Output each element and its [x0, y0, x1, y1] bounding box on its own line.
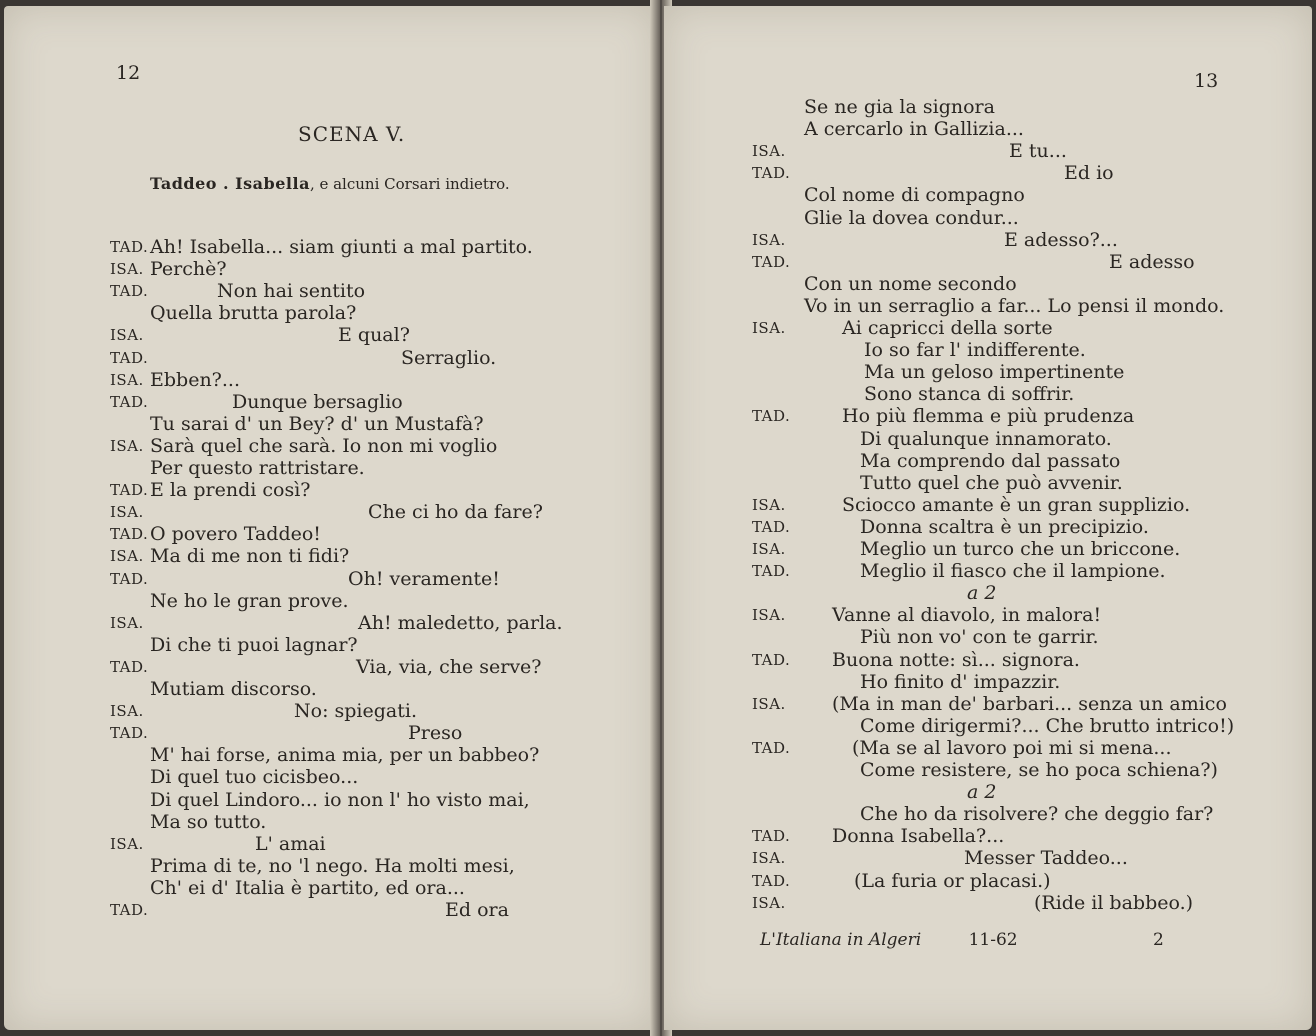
right-dialogue-line: E adesso: [1109, 250, 1195, 273]
left-dialogue-line: Perchè?: [150, 258, 227, 281]
left-dialogue-line: Ne ho le gran prove.: [150, 589, 349, 612]
left-dialogue-speaker: TAD.: [110, 569, 149, 588]
left-dialogue-speaker: ISA.: [110, 702, 144, 721]
right-dialogue-line: (Ma in man de' barbari... senza un amico: [832, 692, 1227, 715]
right-dialogue-line: A cercarlo in Gallizia...: [804, 118, 1024, 141]
right-dialogue-line: Come dirigermi?... Che brutto intrico!): [860, 714, 1235, 737]
footer-title: L'Italiana in Algeri: [760, 930, 922, 950]
left-dialogue-line: Prima di te, no 'l nego. Ha molti mesi,: [150, 854, 515, 877]
cast-list: [150, 174, 510, 193]
right-dialogue-line: Meglio un turco che un briccone.: [860, 538, 1181, 560]
right-dialogue-line: Col nome di compagno: [804, 184, 1025, 207]
right-dialogue-speaker: TAD.: [752, 827, 791, 846]
cast-extra: , e alcuni Corsari indietro.: [309, 175, 510, 193]
left-dialogue-line: Non hai sentito: [217, 280, 366, 303]
left-dialogue-line: M' hai forse, anima mia, per un babbeo?: [150, 744, 540, 767]
right-dialogue-line: Con un nome secondo: [804, 272, 1017, 295]
left-dialogue-speaker: ISA.: [110, 834, 144, 853]
left-dialogue-line: No: spiegati.: [294, 700, 417, 723]
right-dialogue-line: Buona notte: sì... signora.: [832, 648, 1080, 671]
right-dialogue-line: Tutto quel che può avvenir.: [860, 471, 1123, 494]
left-dialogue-line: Quella brutta parola?: [150, 302, 357, 325]
right-dialogue-line: (Ride il babbeo.): [1034, 891, 1194, 914]
left-dialogue-speaker: ISA.: [110, 547, 144, 566]
left-dialogue-speaker: ISA.: [110, 326, 144, 345]
left-dialogue-speaker: TAD.: [110, 238, 149, 256]
left-dialogue-line: E qual?: [338, 324, 410, 347]
page-number-left: 12: [116, 62, 141, 84]
left-dialogue-speaker: TAD.: [110, 657, 149, 676]
left-dialogue-line: Serraglio.: [401, 346, 497, 369]
right-dialogue-line: Ai capricci della sorte: [842, 317, 1053, 339]
right-dialogue-line: Vanne al diavolo, in malora!: [832, 604, 1102, 627]
right-dialogue-line: Ma un geloso impertinente: [864, 361, 1125, 384]
right-dialogue-line: Più non vo' con te garrir.: [860, 626, 1099, 649]
left-dialogue-line: Sarà quel che sarà. Io non mi voglio: [150, 434, 498, 457]
right-dialogue-line: Ed io: [1064, 162, 1114, 185]
right-dialogue-line: Sono stanca di soffrir.: [864, 383, 1075, 406]
right-dialogue-line: Ho finito d' impazzir.: [860, 670, 1061, 693]
left-dialogue-line: O povero Taddeo!: [150, 523, 321, 546]
right-dialogue-speaker: ISA.: [752, 849, 786, 868]
left-dialogue-line: Che ci ho da fare?: [368, 501, 543, 524]
footer-code: 11-62: [968, 930, 1018, 950]
right-dialogue-speaker: TAD.: [752, 407, 791, 426]
right-dialogue-line: Io so far l' indifferente.: [864, 339, 1086, 362]
left-dialogue-line: Ebben?...: [150, 368, 240, 391]
left-dialogue-line: Ed ora: [445, 899, 509, 921]
right-dialogue-speaker: TAD.: [752, 871, 791, 890]
right-dialogue-speaker: TAD.: [752, 164, 791, 183]
left-dialogue-line: Via, via, che serve?: [356, 655, 542, 678]
left-dialogue-line: Ma di me non ti fidi?: [150, 545, 350, 568]
left-dialogue-line: Ah! maledetto, parla.: [358, 611, 563, 634]
right-dialogue-speaker: ISA.: [752, 893, 786, 912]
left-dialogue-speaker: TAD.: [110, 348, 149, 367]
right-dialogue-line: Vo in un serraglio a far... Lo pensi il mondo.: [804, 294, 1225, 317]
right-dialogue-line: E adesso?...: [1004, 228, 1118, 251]
right-dialogue-line: Glie la dovea condur...: [804, 206, 1019, 229]
left-dialogue-speaker: ISA.: [110, 613, 144, 632]
footer: [760, 930, 1164, 950]
left-page: [4, 6, 656, 1030]
right-dialogue-line: Come resistere, se ho poca schiena?): [860, 759, 1218, 781]
left-dialogue-line: Ch' ei d' Italia è partito, ed ora...: [150, 876, 465, 899]
left-dialogue-speaker: ISA.: [110, 260, 144, 279]
left-dialogue-speaker: TAD.: [110, 724, 149, 743]
right-dialogue-speaker: TAD.: [752, 562, 791, 581]
right-dialogue-speaker: ISA.: [752, 495, 786, 514]
left-dialogue-line: Ma so tutto.: [150, 810, 267, 833]
right-dialogue-line: Messer Taddeo...: [964, 847, 1128, 870]
right-dialogue-speaker: TAD.: [752, 517, 791, 536]
right-dialogue-line: Donna scaltra è un precipizio.: [860, 515, 1149, 538]
left-dialogue-line: Per questo rattristare.: [150, 457, 365, 479]
right-dialogue-line: E tu...: [1009, 140, 1067, 163]
left-dialogue-speaker: TAD.: [110, 525, 149, 544]
right-dialogue-speaker: ISA.: [752, 540, 786, 558]
left-dialogue-line: Di che ti puoi lagnar?: [150, 633, 358, 656]
right-dialogue-line: Meglio il fiasco che il lampione.: [860, 560, 1166, 583]
left-dialogue-line: L' amai: [255, 832, 326, 855]
right-dialogue-speaker: ISA.: [752, 142, 786, 161]
right-dialogue-line: Di qualunque innamorato.: [860, 427, 1112, 450]
right-dialogue-speaker: TAD.: [752, 650, 791, 669]
left-dialogue-line: E la prendi così?: [150, 479, 311, 502]
right-dialogue-line: Ma comprendo dal passato: [860, 449, 1121, 472]
left-dialogue-speaker: ISA.: [110, 503, 144, 522]
right-dialogue-line: a 2: [967, 781, 997, 804]
left-dialogue-speaker: ISA.: [110, 436, 144, 455]
left-dialogue-speaker: TAD.: [110, 282, 149, 301]
right-dialogue-line: Che ho da risolvere? che deggio far?: [860, 803, 1214, 826]
right-dialogue-line: a 2: [967, 582, 997, 605]
right-dialogue-line: Sciocco amante è un gran supplizio.: [842, 493, 1191, 516]
left-dialogue-line: Ah! Isabella... siam giunti a mal partito.: [150, 236, 533, 258]
right-dialogue-speaker: TAD.: [752, 252, 791, 271]
right-page: [664, 6, 1312, 1030]
right-dialogue-line: Ho più flemma e più prudenza: [842, 405, 1135, 428]
scene-title: SCENA V.: [298, 122, 406, 146]
left-dialogue-speaker: TAD.: [110, 392, 149, 411]
right-dialogue-speaker: ISA.: [752, 319, 786, 337]
right-dialogue-line: Se ne gia la signora: [804, 96, 995, 118]
footer-signature: 2: [1152, 930, 1164, 950]
cast-names: Taddeo . Isabella: [150, 174, 310, 193]
right-dialogue-line: (La furia or placasi.): [854, 869, 1051, 892]
left-dialogue-line: Di quel Lindoro... io non l' ho visto mai,: [150, 788, 530, 811]
left-dialogue-line: Tu sarai d' un Bey? d' un Mustafà?: [150, 412, 484, 435]
left-dialogue-line: Di quel tuo cicisbeo...: [150, 766, 359, 789]
left-dialogue-line: Preso: [408, 722, 463, 745]
left-dialogue-speaker: TAD.: [110, 481, 149, 500]
right-dialogue-speaker: ISA.: [752, 694, 786, 713]
left-dialogue-line: Dunque bersaglio: [232, 390, 403, 413]
left-dialogue-speaker: TAD.: [110, 901, 149, 919]
right-dialogue-line: (Ma se al lavoro poi mi si mena...: [852, 736, 1172, 759]
right-dialogue-speaker: TAD.: [752, 738, 791, 757]
page-number-right: 13: [1194, 70, 1219, 92]
right-dialogue-speaker: ISA.: [752, 606, 786, 625]
right-dialogue-speaker: ISA.: [752, 230, 786, 249]
left-dialogue-line: Mutiam discorso.: [150, 678, 317, 700]
left-dialogue-speaker: ISA.: [110, 370, 144, 389]
right-dialogue-line: Donna Isabella?...: [832, 825, 1005, 848]
left-dialogue-line: Oh! veramente!: [348, 567, 500, 590]
